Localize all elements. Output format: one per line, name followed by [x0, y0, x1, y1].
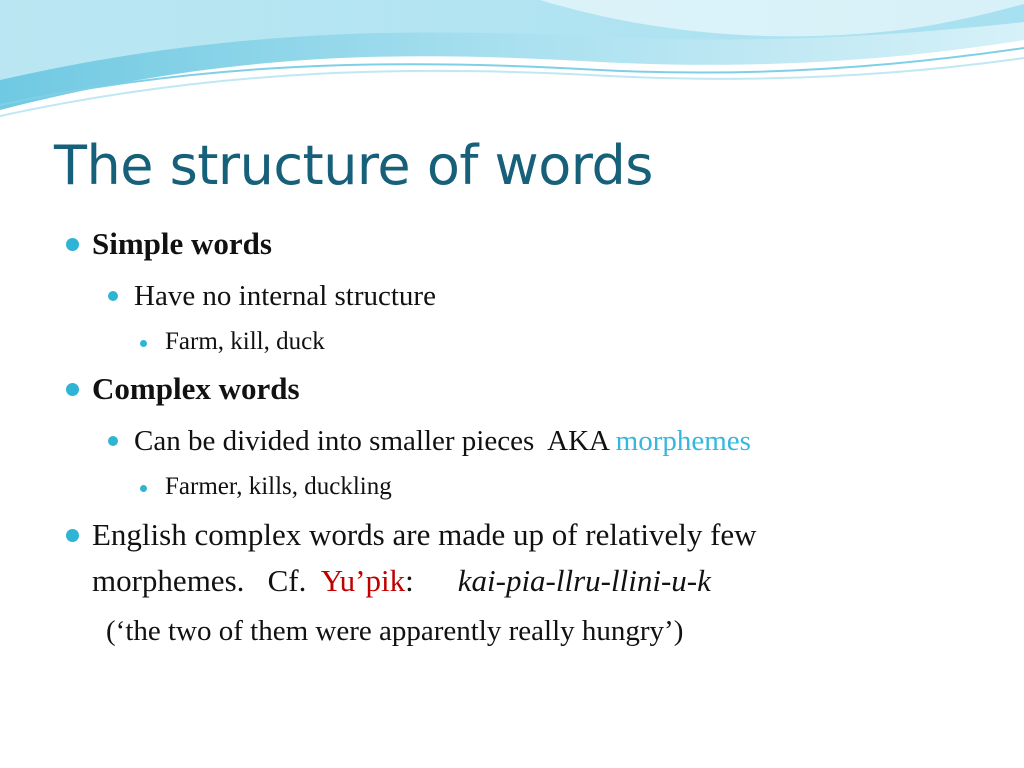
- bullet-icon: [66, 383, 79, 396]
- bullet-english-complex-line2: [92, 561, 711, 601]
- language-name: Yu’pik: [320, 563, 406, 598]
- bullet-icon: [140, 340, 147, 347]
- bullet-icon: [66, 529, 79, 542]
- bullet-icon: [108, 436, 118, 446]
- bullet-icon: [108, 291, 118, 301]
- bullet-divided-into-pieces: [134, 422, 751, 460]
- slide-title: The structure of words: [54, 134, 653, 197]
- bullet-no-internal-structure: Have no internal structure: [134, 280, 436, 312]
- yupik-gloss: (‘the two of them were apparently really hungry’): [106, 615, 684, 647]
- colon: :: [405, 563, 414, 598]
- bullet-simple-examples: Farm, kill, duck: [165, 328, 325, 355]
- bullet-icon: [66, 238, 79, 251]
- decorative-wave-header: [0, 0, 1024, 130]
- bullet-english-complex-line1: English complex words are made up of relatively few: [92, 517, 757, 552]
- divided-text: Can be divided into smaller pieces AKA: [134, 425, 616, 457]
- morphemes-term: morphemes: [615, 425, 751, 457]
- yupik-example-word: kai-pia-llru-llini-u-k: [457, 563, 711, 598]
- bullet-complex-examples: Farmer, kills, duckling: [165, 473, 392, 500]
- bullet-complex-words: Complex words: [92, 371, 300, 406]
- bullet-simple-words: Simple words: [92, 226, 272, 261]
- cf-text: morphemes. Cf.: [92, 563, 321, 598]
- bullet-icon: [140, 485, 147, 492]
